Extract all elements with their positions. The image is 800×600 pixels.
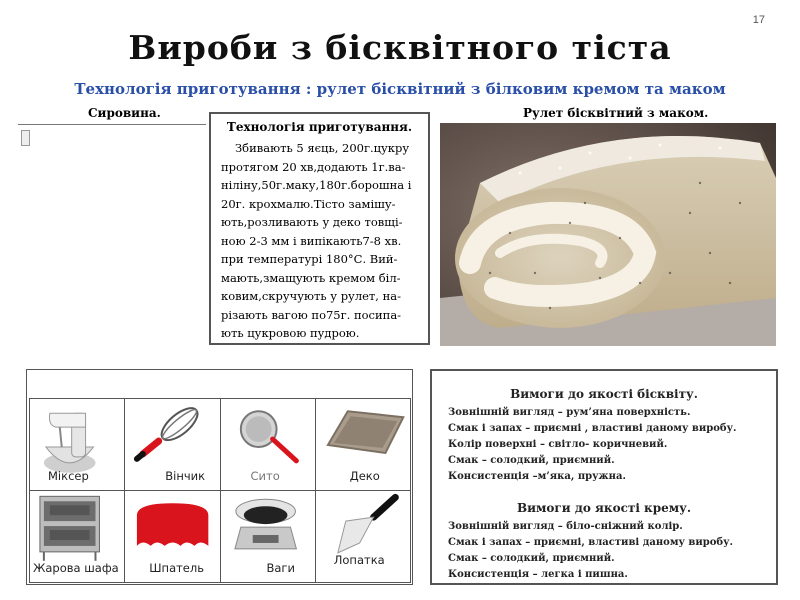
requirement-line: Зовнішній вигляд – рум’яна поверхність. bbox=[448, 407, 691, 418]
technology-text: Збивають 5 яєць, 200г.цукру протягом 20 хв,додають 1г.ва-ніліну,50г.маку,180г.борошна і 20г. крохмалю.Тісто замішу-ють,розливають у деко товщі-ною 2-3 мм і випікають7-8 хв. при температурі 180°С. Вий-мають,змащують кремом біл-ковим,скручують у рулет, на-різають вагою по75г. посипа-ють цукровою пудрою. bbox=[221, 141, 412, 340]
equipment-label: Вінчик bbox=[165, 469, 206, 483]
raw-materials-divider bbox=[18, 124, 206, 125]
technology-title: Технологія приготування. bbox=[226, 120, 413, 134]
requirement-line: Смак – солодкий, приємний. bbox=[448, 553, 615, 564]
equipment-label: Деко bbox=[349, 469, 380, 483]
requirement-line: Консистенція –м’яка, пружна. bbox=[448, 471, 626, 482]
slide-subtitle: Технологія приготування : рулет бісквітний з білковим кремом та маком bbox=[74, 80, 726, 98]
equipment-label: Сито bbox=[250, 469, 280, 483]
quality-requirements-box bbox=[430, 369, 778, 585]
roll-photo-label: Рулет бісквітний з маком. bbox=[523, 106, 709, 120]
slide-title: Вироби з бісквітного тіста bbox=[128, 28, 672, 67]
equipment-label: Лопатка bbox=[333, 553, 385, 567]
biscuit-roll-image bbox=[440, 123, 776, 346]
equipment-cell bbox=[30, 399, 125, 491]
equipment-label: Ваги bbox=[266, 561, 295, 575]
equipment-cell bbox=[315, 491, 410, 583]
equipment-cell bbox=[220, 399, 315, 491]
requirement-line: Консистенція – легка і пишна. bbox=[448, 569, 628, 580]
cake-server-icon bbox=[316, 491, 410, 582]
requirement-line: Зовнішній вигляд – біло-сніжний колір. bbox=[448, 521, 683, 532]
equipment-label: Шпатель bbox=[149, 561, 205, 575]
requirement-line: Смак – солодкий, приємний. bbox=[448, 455, 615, 466]
equipment-cell bbox=[220, 491, 315, 583]
slide-number: 17 bbox=[752, 14, 765, 26]
cream-requirements-title: Вимоги до якості крему. bbox=[516, 501, 692, 515]
broken-image-icon bbox=[21, 130, 30, 146]
biscuit-requirements-title: Вимоги до якості бісквіту. bbox=[510, 387, 698, 401]
equipment-cell bbox=[125, 399, 220, 491]
requirement-line: Колір поверхні – світло- коричневий. bbox=[448, 439, 668, 450]
equipment-label: Жарова шафа bbox=[33, 561, 119, 575]
equipment-grid bbox=[29, 398, 411, 583]
technology-box bbox=[209, 112, 430, 345]
equipment-label: Міксер bbox=[48, 469, 89, 483]
equipment-cell bbox=[315, 399, 410, 491]
raw-materials-label: Сировина. bbox=[88, 106, 161, 120]
requirement-line: Смак і запах – приємні , властиві даному виробу. bbox=[448, 423, 737, 434]
roll-photo bbox=[440, 123, 776, 346]
requirement-line: Смак і запах – приємні, властиві даному виробу. bbox=[448, 537, 733, 548]
equipment-cell bbox=[125, 491, 220, 583]
equipment-cell bbox=[30, 491, 125, 583]
